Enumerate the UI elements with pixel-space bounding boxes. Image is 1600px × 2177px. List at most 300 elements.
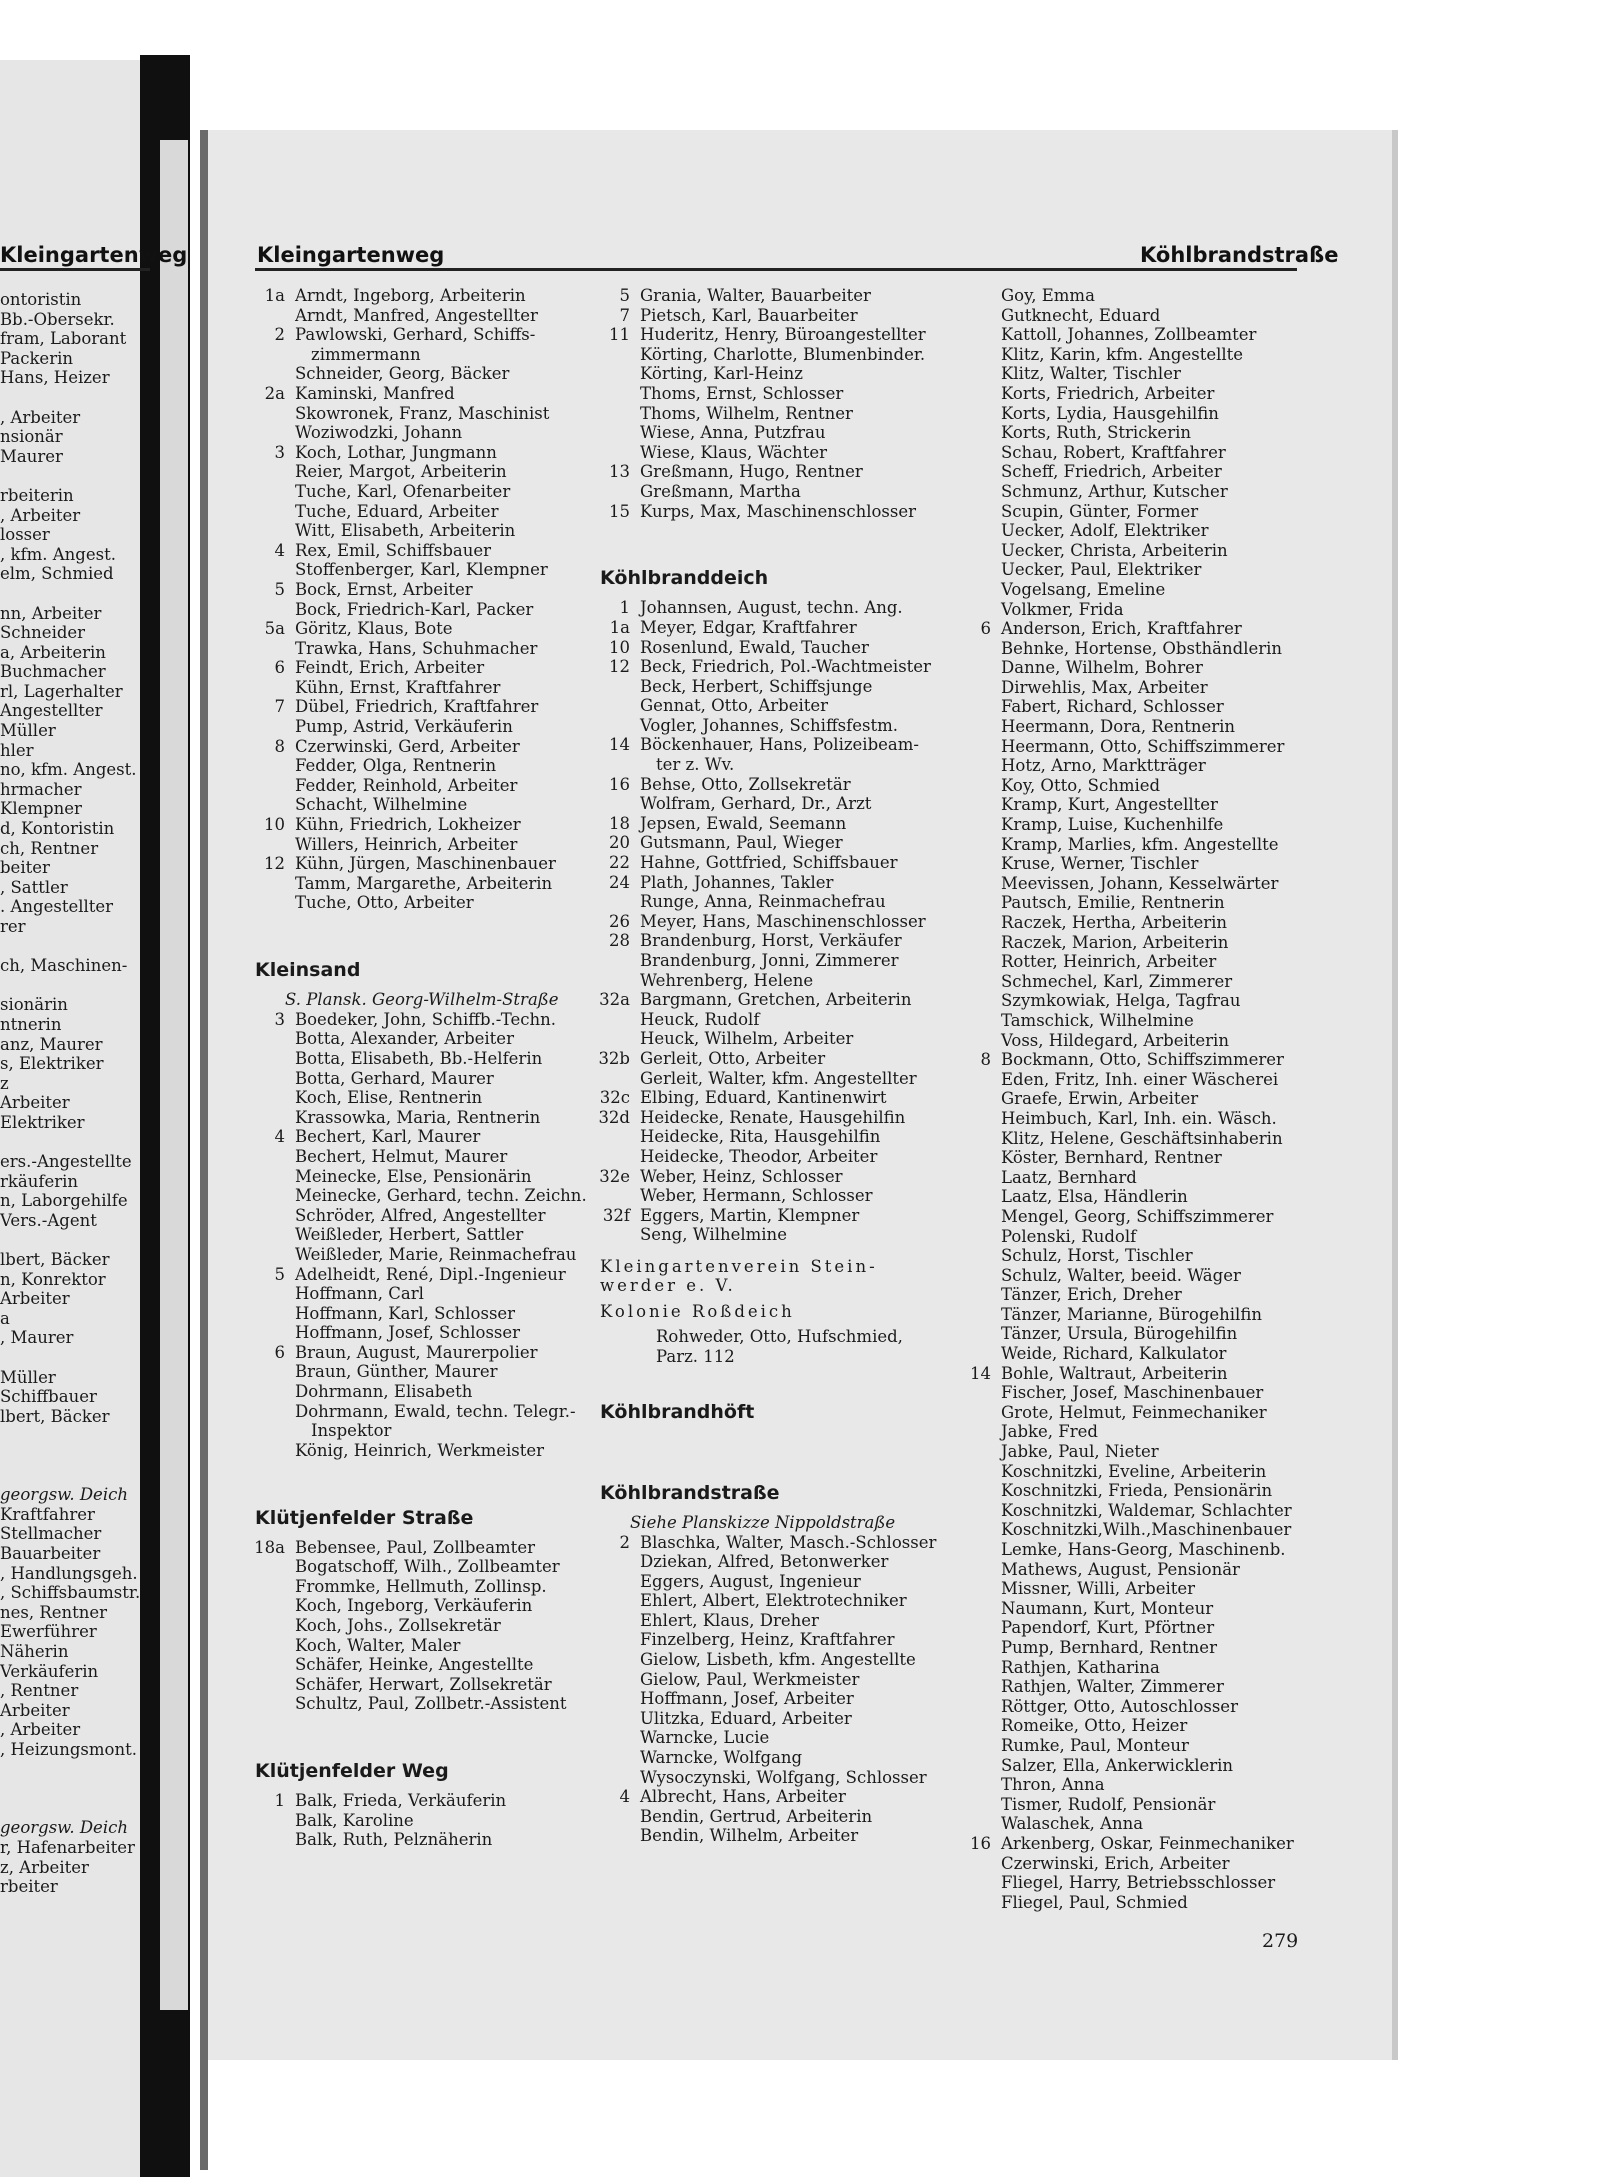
resident-entry [955,364,1294,384]
resident-text: Pump, Astrid, Verkäuferin [295,717,513,737]
resident-text: Gutsmann, Paul, Wieger [640,833,843,853]
resident-entry [955,1011,1294,1031]
resident-entry [594,423,936,443]
left-fragment: n, Laborgehilfe [0,1191,128,1211]
spacer [249,1460,587,1499]
resident-text: Warncke, Lucie [640,1728,770,1748]
resident-text: Bechert, Karl, Maurer [295,1127,481,1147]
resident-text: Balk, Frieda, Verkäuferin [295,1791,507,1811]
house-number [594,1225,640,1245]
resident-text: Brandenburg, Jonni, Zimmerer [640,951,899,970]
spacer [594,1245,936,1257]
resident-text: Gielow, Lisbeth, kfm. Angestellte [640,1650,916,1670]
house-number: 13 [609,462,630,482]
house-number [955,1089,1001,1109]
house-number [594,892,640,912]
resident-text: Wysoczynski, Wolfgang, Schlosser [640,1767,927,1787]
resident-entry [955,1422,1294,1442]
left-fragment: hler [0,740,34,760]
resident-text: Raczek, Hertha, Arbeiterin [1001,913,1228,932]
house-number: 12 [264,854,285,874]
resident-entry [955,423,1294,443]
resident-text: Dohrmann, Ewald, techn. Telegr.- [295,1401,576,1421]
house-number [955,1207,1001,1227]
house-number [594,443,640,463]
resident-text: Fedder, Olga, Rentnerin [295,756,497,776]
resident-entry [594,306,936,326]
resident-entry [594,755,936,775]
house-number: 4 [274,1127,285,1147]
house-number [955,1187,1001,1207]
resident-entry [594,775,936,795]
resident-entry [955,502,1294,522]
left-fragment [0,1446,140,1466]
house-number [249,835,295,855]
resident-entry [955,1285,1294,1305]
house-number: 1 [274,1791,285,1811]
resident-entry [249,364,587,384]
resident-entry [594,384,936,404]
resident-text: Göritz, Klaus, Bote [295,619,453,639]
spacer [594,1366,936,1393]
resident-entry [249,756,587,776]
resident-text: Bechert, Helmut, Maurer [295,1146,508,1166]
resident-text: Pump, Bernhard, Rentner [1001,1637,1217,1657]
resident-entry [594,1206,936,1226]
resident-text: Hoffmann, Karl, Schlosser [295,1303,516,1323]
resident-text: Laatz, Elsa, Händlerin [1001,1187,1188,1207]
resident-text: Schneider, Georg, Bäcker [295,364,510,384]
resident-entry [249,1382,587,1402]
resident-text: Schäfer, Herwart, Zollsekretär [295,1674,552,1694]
resident-entry [955,325,1294,345]
resident-text: Böckenhauer, Hans, Polizeibeam- [640,735,919,755]
left-fragment: Schiffbauer [0,1387,97,1407]
resident-entry [955,639,1294,659]
house-number [249,521,295,541]
house-number [594,794,640,814]
resident-entry [249,835,587,855]
resident-entry [594,912,936,932]
resident-text: Jabke, Fred [1001,1422,1098,1442]
resident-text: Wehrenberg, Helene [640,970,814,990]
left-fragment: nsionär [0,427,63,447]
resident-text: Weide, Richard, Kalkulator [1001,1344,1227,1364]
resident-text: Körting, Charlotte, Blumenbinder. [640,344,926,364]
house-number [594,1728,640,1748]
resident-text: Tismer, Rudolf, Pensionär [1001,1794,1216,1814]
left-fragment: rbeiterin [0,485,74,505]
resident-text: ter z. Wv. [656,755,735,775]
resident-text: Graefe, Erwin, Arbeiter [1001,1089,1199,1109]
left-fragment [0,1779,140,1799]
resident-entry [955,1227,1294,1247]
left-fragment: , Schiffsbaumstr. [0,1583,141,1603]
house-number [955,1618,1001,1638]
resident-text: Heidecke, Theodor, Arbeiter [640,1146,878,1166]
resident-text: Trawka, Hans, Schuhmacher [295,638,538,658]
house-number [594,951,640,971]
resident-entry [955,541,1294,561]
resident-text: Seng, Wilhelmine [640,1225,787,1245]
left-fragment: , Maurer [0,1328,74,1348]
resident-entry [955,952,1294,972]
left-fragment: ch, Maschinen- [0,956,128,976]
resident-text: Schäfer, Heinke, Angestellte [295,1655,534,1675]
house-number [955,1677,1001,1697]
left-fragment: r, Hafenarbeiter [0,1837,135,1857]
resident-text: Koschnitzki, Frieda, Pensionärin [1001,1481,1273,1501]
resident-text: Heimbuch, Karl, Inh. ein. Wäsch. [1001,1108,1277,1128]
left-header-rule [0,268,150,271]
resident-text: Tuche, Eduard, Arbeiter [295,501,499,521]
resident-text: Schau, Robert, Kraftfahrer [1001,442,1226,462]
resident-text: Kramp, Marlies, kfm. Angestellte [1001,834,1279,854]
resident-entry [249,423,587,443]
resident-text: Woziwodzki, Johann [295,423,463,443]
house-number [955,697,1001,717]
resident-text: Schmunz, Arthur, Kutscher [1001,481,1228,501]
resident-entry [594,990,936,1010]
resident-entry [249,697,587,717]
resident-text: Mathews, August, Pensionär [1001,1559,1240,1579]
resident-text: Botta, Elisabeth, Bb.-Helferin [295,1048,543,1068]
resident-entry [955,306,1294,326]
house-number: 2 [274,325,285,345]
resident-entry [955,1795,1294,1815]
resident-entry [594,1167,936,1187]
resident-entry [955,874,1294,894]
resident-entry [955,795,1294,815]
house-number [249,600,295,620]
house-number: 24 [609,872,630,892]
resident-entry [249,1421,587,1441]
resident-text: Koch, Lothar, Jungmann [295,442,497,462]
street-heading: Klütjenfelder Straße [255,1506,474,1529]
house-number [955,1011,1001,1031]
resident-text: Huderitz, Henry, Büroangestellter [640,325,926,345]
resident-entry [249,1284,587,1304]
house-number [955,1599,1001,1619]
resident-text: Arndt, Manfred, Angestellter [295,305,538,325]
resident-entry [594,1768,936,1788]
house-number [594,1709,640,1729]
left-fragment: rl, Lagerhalter [0,681,123,701]
resident-entry [955,482,1294,502]
resident-entry [249,1245,587,1265]
resident-text: Bockmann, Otto, Schiffszimmerer [1001,1050,1284,1070]
resident-entry [594,1186,936,1206]
house-number [955,541,1001,561]
resident-text: Rathjen, Katharina [1001,1657,1160,1677]
left-fragment: elm, Schmied [0,564,114,584]
resident-entry [955,776,1294,796]
resident-entry [955,1618,1294,1638]
resident-entry [249,1323,587,1343]
left-fragment: fram, Laborant [0,329,127,349]
house-number [955,1031,1001,1051]
house-number [955,345,1001,365]
left-fragment: , Arbeiter [0,505,81,525]
house-number [955,521,1001,541]
house-number [955,1403,1001,1423]
resident-text: Heidecke, Renate, Hausgehilfin [640,1107,906,1127]
spacer [594,1432,936,1475]
resident-text: Rathjen, Walter, Zimmerer [1001,1677,1224,1697]
resident-entry [955,1520,1294,1540]
left-fragment: sionärin [0,995,68,1015]
house-number [594,716,640,736]
resident-entry [594,1709,936,1729]
resident-text: Botta, Gerhard, Maurer [295,1068,494,1088]
resident-text: Thron, Anna [1001,1775,1105,1795]
house-number [249,1245,295,1265]
resident-text: Bock, Ernst, Arbeiter [295,579,473,599]
left-fragment: s, Elektriker [0,1054,104,1074]
house-number [594,1630,640,1650]
house-number [955,1854,1001,1874]
resident-entry [594,325,936,345]
resident-entry [955,933,1294,953]
house-number [249,1304,295,1324]
left-fragment: rkäuferin [0,1171,79,1191]
street-heading: Köhlbrandstraße [600,1481,780,1504]
resident-text: Finzelberg, Heinz, Kraftfahrer [640,1630,895,1650]
left-fragment: Bauarbeiter [0,1544,101,1563]
resident-entry [594,286,936,306]
house-number [955,306,1001,326]
house-number [955,972,1001,992]
resident-text: Scheff, Friedrich, Arbeiter [1001,462,1222,482]
house-number [955,1697,1001,1717]
resident-text: Krassowka, Maria, Rentnerin [295,1107,541,1127]
house-number [594,1127,640,1147]
resident-text: Klitz, Walter, Tischler [1001,364,1181,384]
resident-text: Skowronek, Franz, Maschinist [295,403,550,423]
resident-entry [955,1031,1294,1051]
resident-entry [955,1148,1294,1168]
house-number [955,717,1001,737]
resident-text: Tänzer, Marianne, Bürogehilfin [1001,1304,1262,1324]
house-number [249,1206,295,1226]
house-number [955,1560,1001,1580]
resident-entry [249,286,587,306]
resident-text: Meevissen, Johann, Kesselwärter [1001,873,1279,893]
resident-text: Uecker, Christa, Arbeiterin [1001,540,1228,560]
house-number [249,560,295,580]
resident-entry [249,560,587,580]
resident-text: Klitz, Karin, kfm. Angestellte [1001,344,1244,364]
resident-text: Blaschka, Walter, Masch.-Schlosser [640,1532,937,1552]
house-number: 4 [274,540,285,560]
resident-entry [955,1814,1294,1834]
resident-entry [249,1655,587,1675]
resident-entry [249,1088,587,1108]
resident-entry [955,580,1294,600]
resident-text: Weber, Heinz, Schlosser [640,1166,843,1186]
left-fragment: , Arbeiter [0,1720,81,1740]
resident-text: Balk, Karoline [295,1810,414,1830]
resident-entry [249,1206,587,1226]
house-number: 10 [264,815,285,835]
resident-entry [955,893,1294,913]
house-number: 5 [619,286,630,305]
resident-entry [249,1167,587,1187]
resident-text: Greßmann, Hugo, Rentner [640,462,863,482]
resident-entry [249,306,587,326]
resident-entry [249,580,587,600]
resident-text: Romeike, Otto, Heizer [1001,1716,1188,1736]
resident-entry [955,1109,1294,1129]
resident-text: Warncke, Wolfgang [640,1748,803,1768]
resident-text: Volkmer, Frida [1001,599,1124,619]
house-number [955,658,1001,678]
house-number [955,1129,1001,1149]
house-number [955,1305,1001,1325]
resident-entry [249,1010,587,1030]
resident-text: Thoms, Ernst, Schlosser [640,383,844,403]
house-number [955,795,1001,815]
house-number [955,1795,1001,1815]
resident-entry [594,1728,936,1748]
house-number [955,874,1001,894]
left-fragment: georgsw. Deich [0,1485,128,1505]
resident-text: Tänzer, Erich, Dreher [1001,1285,1182,1305]
house-number [249,1675,295,1695]
resident-text: Szymkowiak, Helga, Tagfrau [1001,991,1241,1011]
house-number: 16 [609,774,630,794]
house-number: 12 [609,657,630,677]
house-number [594,1748,640,1768]
resident-entry [594,1533,936,1553]
house-number [955,1481,1001,1501]
left-fragment: Ewerführer [0,1622,97,1642]
street-heading: Köhlbranddeich [600,567,769,590]
left-fragment: ch, Rentner [0,838,99,858]
left-fragment [0,976,140,996]
left-fragment: z [0,1073,9,1093]
resident-entry [594,1748,936,1768]
house-number: 32d [598,1107,630,1127]
house-number: 18 [609,813,630,833]
resident-text: Koschnitzki, Eveline, Arbeiterin [1001,1461,1267,1481]
resident-text: Goy, Emma [1001,286,1095,305]
note-text: Siehe Planskizze Nippoldstraße [630,1512,896,1532]
house-number [249,1284,295,1304]
header-rule [255,268,1297,271]
resident-entry [955,345,1294,365]
resident-text: Bohle, Waltraut, Arbeiterin [1001,1363,1228,1383]
left-fragment: Kraftfahrer [0,1504,95,1524]
house-number: 8 [274,736,285,756]
house-number [249,1616,295,1636]
binding-highlight [160,140,188,2010]
resident-entry [594,696,936,716]
resident-text: Botta, Alexander, Arbeiter [295,1029,514,1049]
house-number [955,1814,1001,1834]
house-number [955,756,1001,776]
left-fragment: beiter [0,858,50,878]
resident-entry [249,1049,587,1069]
left-fragment [0,1231,140,1251]
resident-text: Bendin, Gertrud, Arbeiterin [640,1806,873,1826]
house-number: 15 [609,501,630,521]
resident-text: Tamm, Margarethe, Arbeiterin [295,873,553,893]
resident-entry [955,1893,1294,1913]
house-number [249,364,295,384]
resident-entry [249,1362,587,1382]
house-number [955,384,1001,404]
left-fragment: rbeiter [0,1877,58,1897]
resident-text: Körting, Karl-Heinz [640,364,803,384]
resident-entry [955,1168,1294,1188]
resident-text: Reier, Margot, Arbeiterin [295,462,507,482]
house-number [955,1246,1001,1266]
resident-text: Hotz, Arno, Marktträger [1001,756,1206,776]
house-number [955,1756,1001,1776]
house-number [955,639,1001,659]
house-number [955,1266,1001,1286]
resident-entry [955,1324,1294,1344]
resident-entry [594,482,936,502]
resident-text: Bebensee, Paul, Zollbeamter [295,1537,535,1557]
house-number: 5a [264,619,285,639]
resident-text: Tänzer, Ursula, Bürogehilfin [1001,1324,1238,1344]
house-number [249,462,295,482]
resident-text: Koch, Elise, Rentnerin [295,1088,483,1108]
left-fragment [0,1133,140,1153]
resident-text: Wolfram, Gerhard, Dr., Arzt [640,794,872,814]
resident-text: König, Heinrich, Werkmeister [295,1440,545,1460]
resident-text: Kühn, Ernst, Kraftfahrer [295,677,501,697]
resident-entry [955,1364,1294,1384]
resident-entry [955,1207,1294,1227]
spacer [249,913,587,952]
left-fragment: losser [0,525,50,545]
resident-text: Dirwehlis, Max, Arbeiter [1001,677,1208,697]
house-number [594,482,640,502]
resident-entry [955,1089,1294,1109]
resident-entry [594,951,936,971]
resident-text: Missner, Willi, Arbeiter [1001,1579,1196,1599]
resident-entry [249,1265,587,1285]
resident-text: Bogatschoff, Wilh., Zollbeamter [295,1557,560,1577]
resident-entry [955,1383,1294,1403]
resident-text: Ulitzka, Eduard, Arbeiter [640,1708,852,1728]
resident-text: Witt, Elisabeth, Arbeiterin [295,521,516,541]
resident-text: Rumke, Paul, Monteur [1001,1735,1189,1755]
resident-entry [955,1187,1294,1207]
resident-entry [955,991,1294,1011]
resident-text: Danne, Wilhelm, Bohrer [1001,658,1203,678]
resident-entry [594,1029,936,1049]
house-number [594,677,640,697]
resident-entry [594,1108,936,1128]
house-number [955,580,1001,600]
resident-text: Inspektor [311,1421,392,1441]
resident-text: Fedder, Reinhold, Arbeiter [295,775,518,795]
house-number [594,1807,640,1827]
resident-text: Tamschick, Wilhelmine [1001,1010,1194,1030]
house-number [955,423,1001,443]
house-number [249,1655,295,1675]
street-heading: Köhlbrandhöft [600,1400,755,1423]
resident-entry [249,404,587,424]
resident-entry [249,1636,587,1656]
resident-entry [955,1344,1294,1364]
resident-text: Heuck, Rudolf [640,1009,760,1029]
resident-entry [594,735,936,755]
